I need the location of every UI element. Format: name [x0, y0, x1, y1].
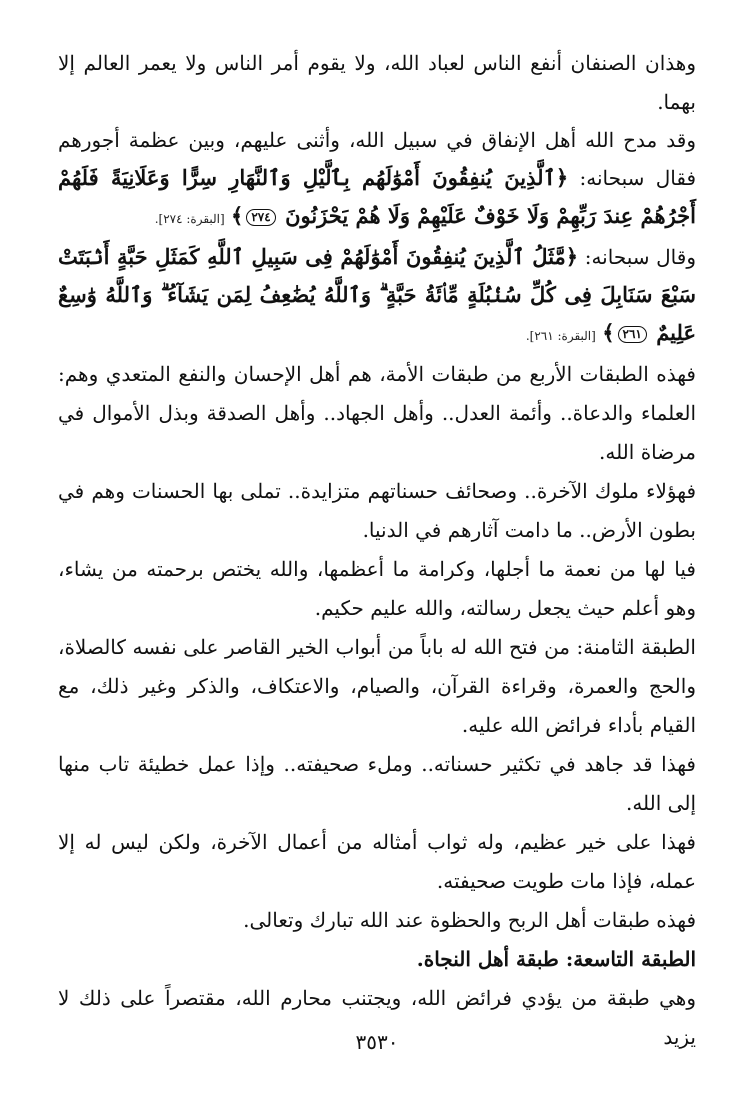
paragraph-9: فهذا على خير عظيم، وله ثواب أمثاله من أعمال الآخرة، ولكن ليس له إلا عمله، فإذا مات طويت صحيفته. — [58, 830, 696, 893]
verse-close-bracket-1: ﴾ — [231, 203, 244, 228]
paragraph-8: فهذا قد جاهد في تكثير حسناته.. وملء صحيفته.. وإذا عمل خطيئة تاب منها إلى الله. — [58, 752, 696, 815]
quran-verse-1: ﴿ٱلَّذِينَ يُنفِقُونَ أَمْوَٰلَهُم بِٱلَّيْلِ وَٱلنَّهَارِ سِرًّا وَعَلَانِيَةً فَلَهُمْ أَجْرُهُمْ عِندَ رَبِّهِمْ وَلَا خَوْفٌ عَلَيْهِمْ وَلَا هُمْ يَحْزَنُونَ — [58, 165, 696, 228]
paragraph-7: الطبقة الثامنة: من فتح الله له باباً من أبواب الخير القاصر على نفسه كالصلاة، والحج والعمرة، وقراءة القرآن، والصيام، والاعتكاف، والذكر وغير ذلك، مع القيام بأداء فرائض الله عليه. — [58, 635, 696, 737]
paragraph-2-intro: وقد مدح الله أهل الإنفاق في سبيل الله، وأثنى عليهم، وبين عظمة أجورهم فقال سبحانه: — [58, 128, 697, 190]
quran-verse-2: ﴿مَّثَلُ ٱلَّذِينَ يُنفِقُونَ أَمْوَٰلَهُمْ فِى سَبِيلِ ٱللَّهِ كَمَثَلِ حَبَّةٍ أَنۢبَتَتْ سَبْعَ سَنَابِلَ فِى كُلِّ سُنۢبُلَةٍ مِّا۟ئَةُ حَبَّةٍ ۗ وَٱللَّهُ يُضَٰعِفُ لِمَن يَشَآءُ ۗ وَٱللَّهُ وَٰسِعٌ عَلِيمٌ — [58, 244, 696, 345]
paragraph-11: وهي طبقة من يؤدي فرائض الله، ويجتنب محارم الله، مقتصراً على ذلك لا يزيد — [58, 986, 696, 1049]
paragraph-3-intro: وقال سبحانه: — [584, 245, 696, 269]
ayah-number-2: ٢٦١ — [618, 326, 647, 343]
verse-block-1 — [58, 122, 696, 238]
paragraph-6: فيا لها من نعمة ما أجلها، وكرامة ما أعظمها، والله يختص برحمته من يشاء، وهو أعلم حيث يجعل رسالته، والله عليم حكيم. — [58, 557, 696, 620]
page-number: ٣٥٣٠ — [355, 1030, 399, 1054]
paragraph-4: فهذه الطبقات الأربع من طبقات الأمة، هم أهل الإحسان والنفع المتعدي وهم: العلماء والدعاة.. وأئمة العدل.. وأهل الجهاد.. وأهل الصدقة وبذل الأموال في مرضاة الله. — [58, 362, 696, 464]
paragraph-5: فهؤلاء ملوك الآخرة.. وصحائف حسناتهم متزايدة.. تملى بها الحسنات وهم في بطون الأرض.. ما دامت آثارهم في الدنيا. — [58, 479, 696, 542]
ayah-number-1: ٢٧٤ — [246, 209, 275, 226]
verse-close-bracket-2: ﴾ — [602, 320, 615, 345]
verse-line-2 — [58, 238, 696, 355]
paragraph-1: وهذان الصنفان أنفع الناس لعباد الله، ولا يقوم أمر الناس ولا يعمر العالم إلا بهما. — [58, 51, 696, 114]
verse-block-2 — [58, 238, 696, 355]
page-body — [58, 44, 696, 1057]
verse-reference-1: [البقرة: ٢٧٤]. — [154, 212, 225, 226]
paragraph-10: فهذه طبقات أهل الربح والحظوة عند الله تبارك وتعالى. — [243, 908, 696, 932]
section-heading: الطبقة التاسعة: طبقة أهل النجاة. — [416, 947, 696, 971]
verse-reference-2: [البقرة: ٢٦١]. — [525, 329, 596, 343]
verse-line-1 — [58, 122, 696, 238]
